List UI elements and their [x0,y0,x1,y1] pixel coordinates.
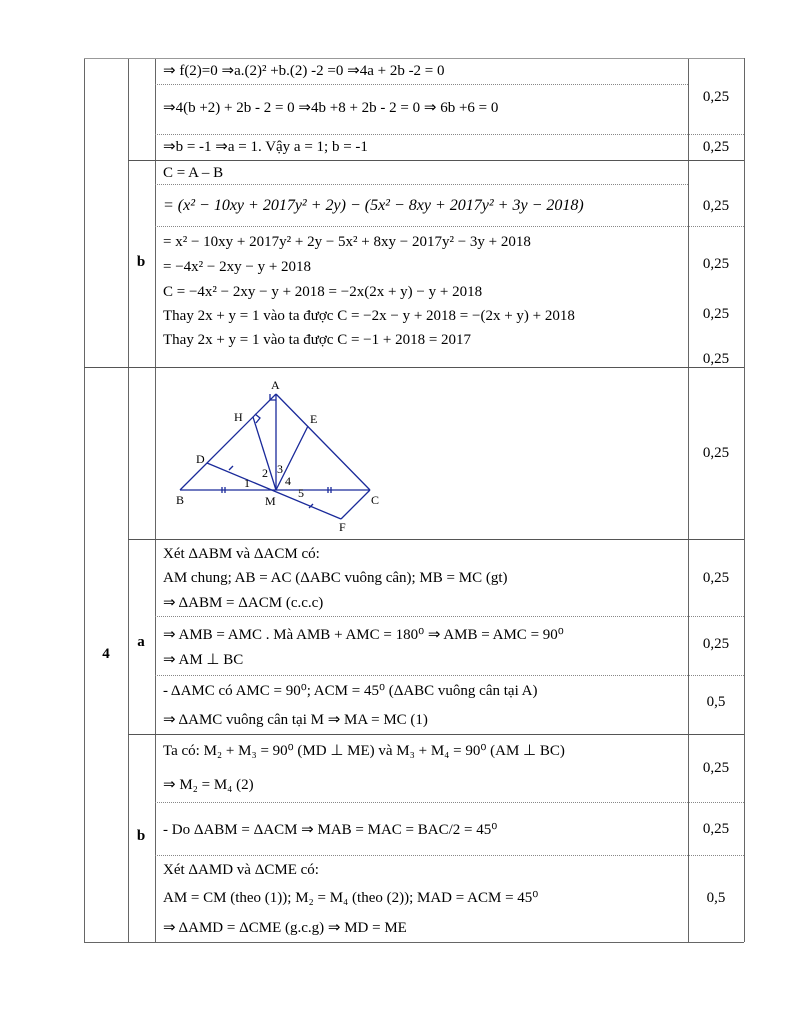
row-divider [155,134,744,135]
row-divider [155,675,744,676]
col-border-3 [688,58,689,942]
segment-DF [207,463,341,519]
point-label-M: M [265,494,276,508]
solution-line: Thay 2x + y = 1 vào ta được C = −1 + 2018 = 2017 [163,332,472,348]
score: 0,5 [706,890,726,906]
right-angle-mark [255,414,260,423]
score: 0,25 [702,198,730,214]
score: 0,25 [702,570,730,586]
row-divider [84,367,744,368]
solution-line: Ta có: M₂ + M₃ = 90⁰ (MD ⊥ ME) và M₃ + M₄ = 90⁰ (AM ⊥ BC) [163,743,565,759]
score: 0,25 [702,445,730,461]
solution-line: - Do ΔABM = ΔACM ⇒ MAB = MAC = BAC/2 = 45⁰ [163,822,498,838]
solution-line: = x² − 10xy + 2017y² + 2y − 5x² + 8xy − 2017y² − 3y + 2018 [163,234,531,250]
angle-label-5: 5 [298,486,304,500]
point-label-E: E [310,412,318,426]
angle-label-3: 3 [277,462,283,476]
angle-label-1: 1 [244,476,250,490]
row-divider [155,616,744,617]
question-number: 4 [102,646,110,662]
point-label-A: A [271,378,280,392]
solution-line: - ΔAMC có AMC = 90⁰; ACM = 45⁰ (ΔABC vuông cân tại A) [163,683,538,699]
solution-line: Xét ΔABM và ΔACM có: [163,546,320,562]
row-divider [128,539,744,540]
part-label-b: b [136,828,146,844]
segment-EM [276,426,308,490]
point-label-D: D [196,452,205,466]
solution-line: AM chung; AB = AC (ΔABC vuông cân); MB = MC (gt) [163,570,508,586]
point-label-F: F [339,520,346,534]
score: 0,25 [702,351,730,367]
point-label-C: C [371,493,380,507]
score: 0,25 [702,139,730,155]
solution-line: = (x² − 10xy + 2017y² + 2y) − (5x² − 8xy + 2017y² + 3y − 2018) [163,197,584,214]
tick-mark [229,466,233,470]
solution-line: ⇒ AMB = AMC . Mà AMB + AMC = 180⁰ ⇒ AMB = AMC = 90⁰ [163,627,564,643]
solution-line: Xét ΔAMD và ΔCME có: [163,862,319,878]
solution-line: ⇒ AM ⊥ BC [163,652,244,668]
row-border-bottom [84,942,744,943]
solution-line: ⇒ ΔABM = ΔACM (c.c.c) [163,595,324,611]
triangle-figure [165,374,395,534]
row-divider [155,802,744,803]
solution-line: C = A – B [163,165,224,181]
col-border-2 [155,58,156,942]
angle-label-4: 4 [285,474,291,488]
row-divider [128,734,744,735]
row-divider [155,184,688,185]
solution-line: ⇒4(b +2) + 2b - 2 = 0 ⇒4b +8 + 2b - 2 = 0 ⇒ 6b +6 = 0 [163,100,499,116]
angle-label-2: 2 [262,466,268,480]
row-divider [155,84,688,85]
solution-line: Thay 2x + y = 1 vào ta được C = −2x − y + 2018 = −(2x + y) + 2018 [163,308,575,324]
score: 0,25 [702,256,730,272]
solution-line: ⇒b = -1 ⇒a = 1. Vậy a = 1; b = -1 [163,139,368,155]
col-border-left [84,58,85,942]
segment-FC [341,490,370,519]
solution-line: ⇒ ΔAMD = ΔCME (g.c.g) ⇒ MD = ME [163,920,407,936]
part-label-a: a [137,634,145,650]
solution-line: ⇒ M₂ = M₄ (2) [163,777,254,793]
point-label-B: B [176,493,185,507]
solution-line: ⇒ ΔAMC vuông cân tại M ⇒ MA = MC (1) [163,712,428,728]
col-border-right [744,58,745,942]
solution-line: AM = CM (theo (1)); M₂ = M₄ (theo (2)); MAD = ACM = 45⁰ [163,890,539,906]
solution-line: ⇒ f(2)=0 ⇒a.(2)² +b.(2) -2 =0 ⇒4a + 2b -2 = 0 [163,63,445,79]
row-divider [155,226,744,227]
score: 0,25 [702,306,730,322]
col-border-1 [128,58,129,942]
score: 0,25 [702,89,730,105]
row-divider [155,855,744,856]
part-label-b: b [136,254,146,270]
score: 0,25 [702,636,730,652]
row-border-top [84,58,744,59]
row-divider [128,160,744,161]
score: 0,5 [706,694,726,710]
score: 0,25 [702,821,730,837]
point-label-H: H [234,410,243,424]
solution-line: = −4x² − 2xy − y + 2018 [163,259,312,275]
solution-line: C = −4x² − 2xy − y + 2018 = −2x(2x + y) − y + 2018 [163,284,483,300]
score: 0,25 [702,760,730,776]
